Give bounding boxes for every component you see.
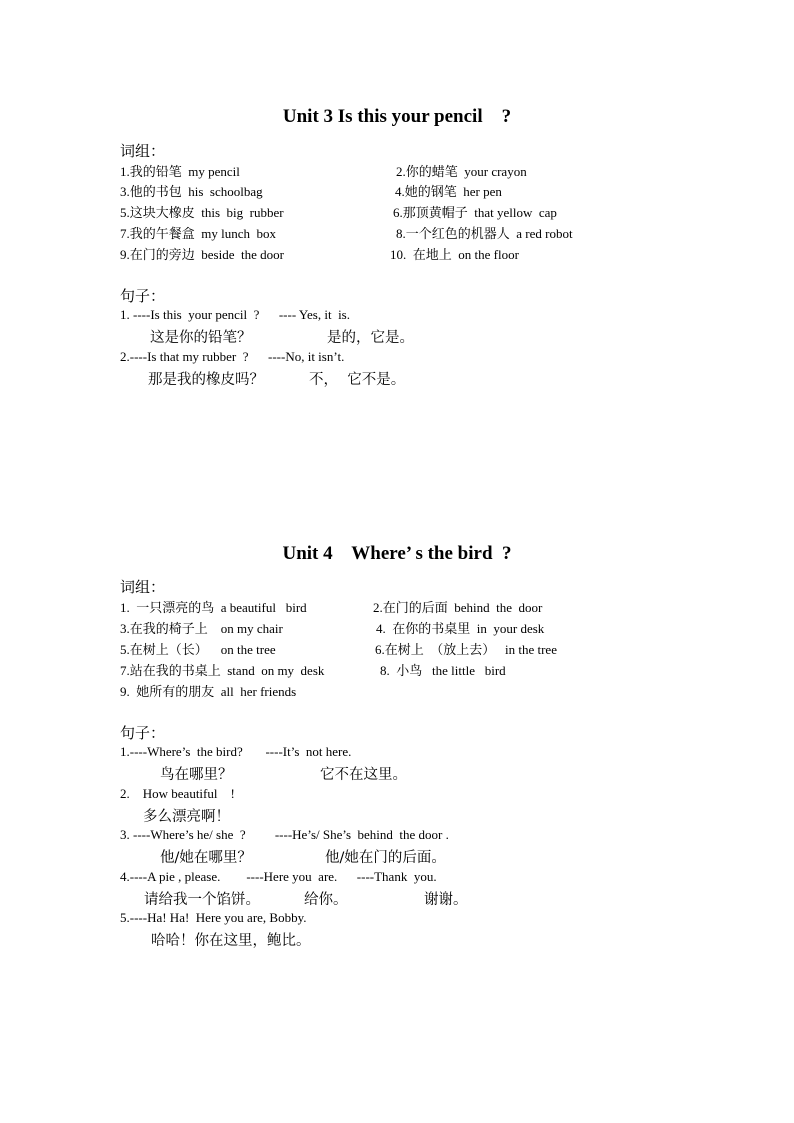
unit4-vocab-left-3: 5.在树上（长） on the tree <box>120 642 276 657</box>
unit3-title: Unit 3 Is this your pencil ? <box>282 106 512 127</box>
unit4-sentence-5-cn: 哈哈！你在这里，鲍比。 <box>151 933 311 949</box>
unit3-vocab-right-3: 6.那顶黄帽子 that yellow cap <box>393 205 557 220</box>
unit3-vocab-left-2: 3.他的书包 his schoolbag <box>120 184 263 199</box>
unit3-vocab-right-4: 8.一个红色的机器人 a red robot <box>396 226 573 241</box>
unit4-sentence-label: 句子： <box>120 726 166 742</box>
unit4-sentence-5-en: 5.----Ha! Ha! Here you are, Bobby. <box>120 910 307 925</box>
unit4-sentence-3-cn-answer: 他/她在门的后面。 <box>325 850 446 866</box>
unit3-sentence-1-en: 1. ----Is this your pencil ? ---- Yes, it is. <box>120 307 350 322</box>
unit3-vocab-right-2: 4.她的钢笔 her pen <box>395 184 502 199</box>
unit3-vocab-left-3: 5.这块大橡皮 this big rubber <box>120 205 284 220</box>
unit3-sentence-1-cn-question: 这是你的铅笔？ <box>150 330 252 346</box>
unit4-sentence-4-cn-request: 请给我一个馅饼。 <box>144 892 260 908</box>
unit3-vocab-left-1: 1.我的铅笔 my pencil <box>120 164 240 179</box>
unit3-sentence-label: 句子： <box>120 289 166 305</box>
unit4-vocab-label: 词组： <box>120 580 166 596</box>
unit3-vocab-right-1: 2.你的蜡笔 your crayon <box>396 164 527 179</box>
unit4-sentence-3-cn-question: 他/她在哪里？ <box>160 850 252 866</box>
unit4-sentence-1-cn-question: 鸟在哪里？ <box>160 767 233 783</box>
unit4-vocab-right-1: 2.在门的后面 behind the door <box>373 600 543 615</box>
unit4-sentence-2-cn: 多么漂亮啊！ <box>143 809 230 825</box>
unit4-sentence-3-en: 3. ----Where’s he/ she ? ----He’s/ She’s behind the door . <box>120 827 449 842</box>
unit4-vocab-left-1: 1. 一只漂亮的鸟 a beautiful bird <box>120 600 307 615</box>
unit4-sentence-4-en: 4.----A pie , please. ----Here you are. ----Thank you. <box>120 869 437 884</box>
unit3-vocab-left-4: 7.我的午餐盒 my lunch box <box>120 226 276 241</box>
unit4-vocab-right-3: 6.在树上 （放上去） in the tree <box>375 642 557 657</box>
unit4-vocab-right-2: 4. 在你的书桌里 in your desk <box>376 621 545 636</box>
unit4-sentence-4-cn-reply: 给你。 <box>304 892 348 908</box>
unit4-vocab-right-4: 8. 小鸟 the little bird <box>380 663 506 678</box>
unit4-sentence-1-cn-answer: 它不在这里。 <box>320 767 407 783</box>
unit4-sentence-2-en: 2. How beautiful ! <box>120 786 235 801</box>
unit4-sentence-4-cn-thanks: 谢谢。 <box>424 892 468 908</box>
unit4-vocab-left-5: 9. 她所有的朋友 all her friends <box>120 684 297 699</box>
unit3-vocab-right-5: 10. 在地上 on the floor <box>390 247 519 262</box>
unit4-title: Unit 4 Where’ s the bird ? <box>282 543 512 564</box>
unit3-sentence-1-cn-answer: 是的，它是。 <box>327 330 414 346</box>
unit3-vocab-left-5: 9.在门的旁边 beside the door <box>120 247 284 262</box>
unit4-vocab-left-2: 3.在我的椅子上 on my chair <box>120 621 283 636</box>
unit4-sentence-1-en: 1.----Where’s the bird? ----It’s not here. <box>120 744 352 759</box>
unit3-vocab-label: 词组： <box>120 144 166 160</box>
unit3-sentence-2-en: 2.----Is that my rubber ? ----No, it isn’t. <box>120 349 345 364</box>
unit3-sentence-2-cn-question: 那是我的橡皮吗？ <box>148 372 264 388</box>
unit4-vocab-left-4: 7.站在我的书桌上 stand on my desk <box>120 663 325 678</box>
unit3-sentence-2-cn-answer: 不， 它不是。 <box>309 372 406 388</box>
